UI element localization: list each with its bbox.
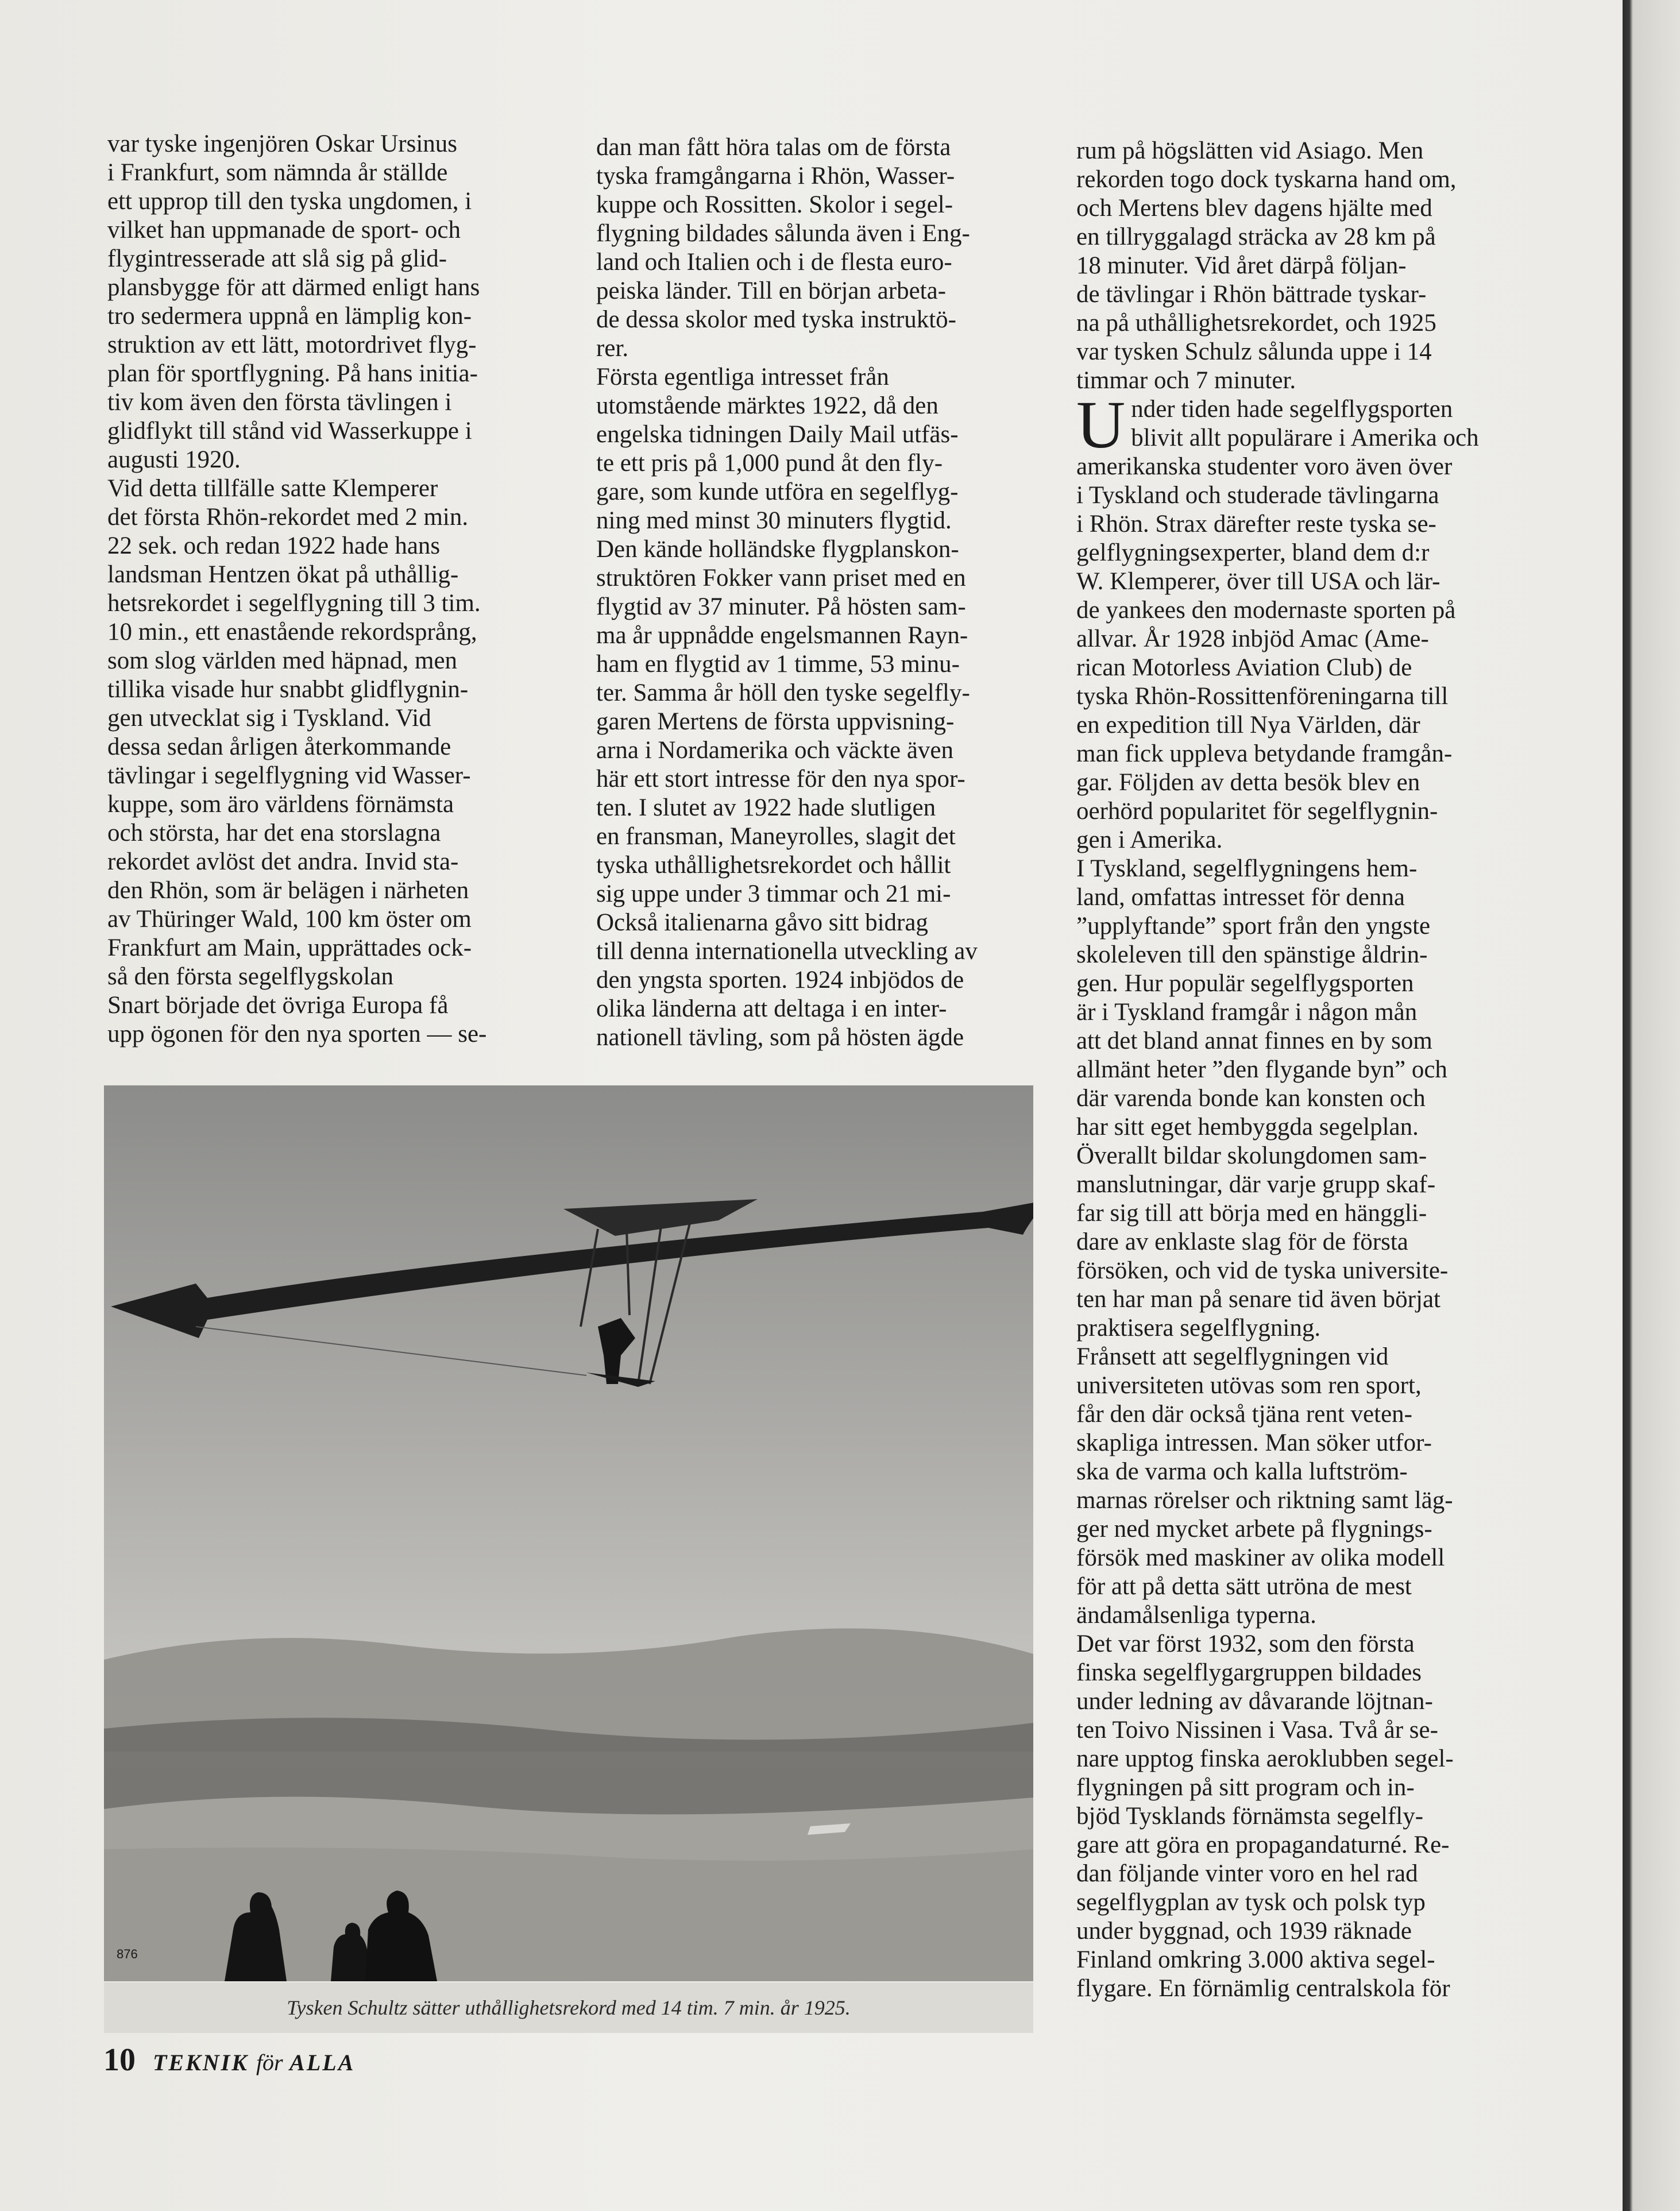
glider-photo-illustration (104, 1085, 1033, 1981)
photo-caption: Tysken Schultz sätter uthållighetsrekord med 14 tim. 7 min. år 1925. (104, 1982, 1033, 2033)
page-number: 10 (103, 2042, 136, 2078)
glider-photo (104, 1085, 1033, 1981)
article-column-2: dan man fått höra talas om de första tyska framgångarna i Rhön, Wasser- kuppe och Rossitten. Skolor i segel- flygning bildades sålunda även i Eng- land och Italien och i de flesta euro- peiska länder. Till en början arbeta- de dessa skolor med tyska instruktö- rer. Första egentliga intresset från utomstående märktes 1922, då den engelska tidningen Daily Mail utfäs- te ett pris på 1,000 pund åt den fly- gare, som kunde utföra en segelflyg- ning med minst 30 minuters flygtid. Den kände holländske flygplanskon- struktören Fokker vann priset med en flygtid av 37 minuter. På hösten sam- ma år uppnådde engelsmannen Rayn- ham en flygtid av 1 timme, 53 minu- ter. Samma år höll den tyske segelfly- garen Mertens de första uppvisning- arna i Nordamerika och väckte även här ett stort intresse för den nya spor- ten. I slutet av 1922 hade slutligen en fransman, Maneyrolles, slagit det tyska uthållighetsrekordet och hållit sig uppe under 3 timmar och 21 mi- Också italienarna gåvo sitt bidrag till denna internationella utveckling av den yngsta sporten. 1924 inbjödos de olika länderna att deltaga i en inter- nationell tävling, som på hösten ägde (596, 134, 978, 1051)
magazine-title-part1: TEKNIK (153, 2050, 249, 2075)
article-column-1: var tyske ingenjören Oskar Ursinus i Frankfurt, som nämnda år ställde ett upprop till den tyska ungdomen, i vilket han uppmanade de sport- och flygintresserade att slå sig på glid- plansbygge för att därmed enligt hans tro sedermera uppnå en lämplig kon- struktion av ett lätt, motordrivet flyg- plan för sportflygning. På hans initia- tiv kom även den första tävlingen i glidflykt till stånd vid Wasserkuppe i augusti 1920. Vid detta tillfälle satte Klemperer det första Rhön-rekordet med 2 min. 22 sek. och redan 1922 hade hans landsman Hentzen ökat på uthållig- hetsrekordet i segelflygning till 3 tim. 10 min., ett enastående rekordsprång, som slog världen med häpnad, men tillika visade hur snabbt glidflygnin- gen utvecklat sig i Tyskland. Vid dessa sedan årligen återkommande tävlingar i segelflygning vid Wasser- kuppe, som äro världens förnämsta och största, har det ena storslagna rekordet avlöst det andra. Invid sta- den Rhön, som är belägen i närheten av Thüringer Wald, 100 km öster om Frankfurt am Main, upprättades ock- så den första segelflygskolan Snart började det övriga Europa få upp ögonen för den nya sporten — se- (107, 130, 487, 1047)
article-column-3 (1076, 137, 1524, 2003)
photo-corner-mark: 876 (117, 1947, 138, 1961)
drop-cap: U (1076, 387, 1126, 462)
page-edge (1623, 0, 1680, 2211)
magazine-title-for: för (256, 2050, 283, 2075)
column-3-body: nder tiden hade segelflygsporten blivit allt populärare i Amerika och amerikanska studenter voro även över i Tyskland och studerade tävlingarna i Rhön. Strax därefter reste tyska se- gelflygningsexperter, bland dem d:r W. Klemperer, över till USA och lär- de yankees den modernaste sporten på allvar. År 1928 inbjöd Amac (Ame- rican Motorless Aviation Club) de tyska Rhön-Rossittenföreningarna till en expedition till Nya Världen, där man fick uppleva betydande framgån- gar. Följden av detta besök blev en oerhörd popularitet för segelflygnin- gen i Amerika. I Tyskland, segelflygningens hem- land, omfattas intresset för denna ”upplyftande” sport från den yngste skoleleven till den spänstige åldrin- gen. Hur populär segelflygsporten är i Tyskland framgår i någon mån att det bland annat finnes en by som allmänt heter ”den flygande byn” och där varenda bonde kan konsten och har sitt eget hembyggda segelplan. Överallt bildar skolungdomen sam- manslutningar, där varje grupp skaf- far sig till att börja med en hänggli- dare av enklaste slag för de första försöken, och vid de tyska universite- ten har man på senare tid även börjat praktisera segelflygning. Frånsett att segelflygningen vid universiteten utövas som ren sport, får den där också tjäna rent veten- skapliga intressen. Man söker utfor- ska de varma och kalla luftström- marnas rörelser och riktning samt läg- ger ned mycket arbete på flygnings- försök med maskiner av olika modell för att på detta sätt utröna de mest ändamålsenliga typerna. Det var först 1932, som den första finska segelflygargruppen bildades under ledning av dåvarande löjtnan- ten Toivo Nissinen i Vasa. Två år se- nare upptog finska aeroklubben segel- flygningen på sitt program och in- bjöd Tysklands förnämsta segelfly- gare att göra en propagandaturné. Re- dan följande vinter voro en hel rad segelflygplan av tysk och polsk typ under byggnad, och 1939 räknade Finland omkring 3.000 aktiva segel- flygare. En förnämlig centralskola för (1076, 396, 1479, 2002)
magazine-title-part2: ALLA (289, 2050, 356, 2075)
column-3-intro: rum på högslätten vid Asiago. Men rekorden togo dock tyskarna hand om, och Mertens blev dagens hjälte med en tillryggalagd sträcka av 28 km på 18 minuter. Vid året därpå följan- de tävlingar i Rhön bättrade tyskar- na på uthållighetsrekordet, och 1925 var tysken Schulz sålunda uppe i 14 timmar och 7 minuter. (1076, 137, 1457, 394)
magazine-title (153, 2049, 355, 2076)
page-footer (103, 2042, 355, 2082)
